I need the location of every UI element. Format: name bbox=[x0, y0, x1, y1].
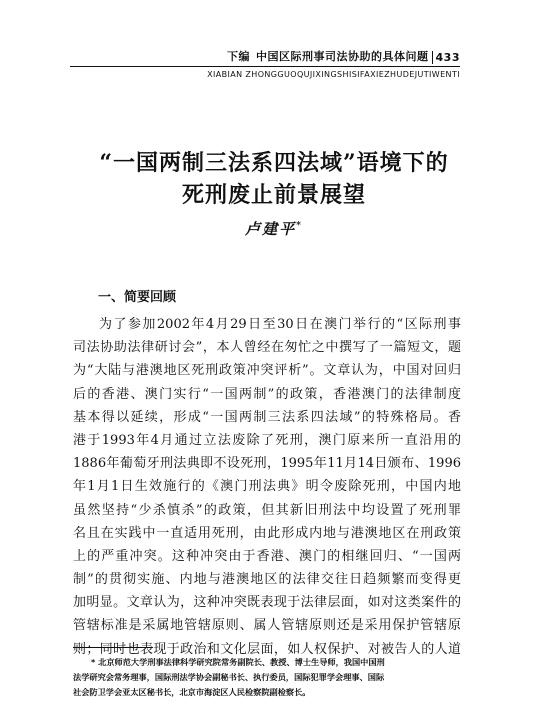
body-line: 后的香港、澳门实行“一国两制”的政策，香港澳门的法律制度 bbox=[73, 386, 461, 402]
body-line: 年1月1日生效施行的《澳门刑法典》明令废除死刑，中国内地 bbox=[73, 479, 461, 495]
article-title-line-2: 死刑废止前景展望 bbox=[181, 182, 366, 208]
body-line: 1886年葡萄牙刑法典即不设死刑，1995年11月14日颁布、1996 bbox=[73, 456, 461, 472]
footnote-line: * 北京师范大学刑事法律科学研究院常务副院长、教授、博士生导师，我国中国刑 bbox=[91, 657, 385, 667]
header-pinyin: XIABIAN ZHONGGUOQUJIXINGSHISIFAXIEZHUDEJUTIWENTI bbox=[207, 70, 460, 79]
body-line: 则；同时也表现于政治和文化层面，如人权保护、对被告人的人道 bbox=[73, 641, 461, 657]
footnote bbox=[73, 655, 461, 700]
running-header bbox=[70, 48, 460, 79]
body-paragraph bbox=[73, 313, 461, 661]
article-author bbox=[0, 218, 548, 239]
body-line: 制”的贯彻实施、内地与港澳地区的法律交往日趋频繁而变得更 bbox=[73, 572, 461, 588]
body-line: 虽然坚持“少杀慎杀”的政策，但其新旧刑法中均设置了死刑罪 bbox=[73, 502, 461, 518]
running-header-top bbox=[70, 48, 460, 67]
footnote-line: 法学研究会常务理事，国际刑法学协会副秘书长、执行委员，国际犯罪学会理事、国际 bbox=[73, 672, 385, 682]
body-line: 司法协助法律研讨会”，本人曾经在匆忙之中撰写了一篇短文，题 bbox=[73, 340, 461, 356]
body-line: 港于1993年4月通过立法废除了死刑，澳门原来所一直沿用的 bbox=[73, 432, 461, 448]
body-line: 为“大陆与港澳地区死刑政策冲突评析”。文章认为，中国对回归 bbox=[73, 363, 461, 379]
page-number: 433 bbox=[432, 51, 460, 64]
body-line: 上的严重冲突。这种冲突由于香港、澳门的相继回归、“一国两 bbox=[73, 548, 461, 564]
body-line: 加明显。文章认为，这种冲突既表现于法律层面，如对这类案件的 bbox=[73, 595, 461, 611]
body-line: 名且在实践中一直适用死刑，由此形成内地与港澳地区在刑政策 bbox=[73, 525, 461, 541]
footnote-line: 社会防卫学会亚太区秘书长，北京市海淀区人民检察院副检察长。 bbox=[73, 687, 311, 697]
header-section: 下编 bbox=[227, 50, 251, 63]
article-title-line-1: “一国两制三法系四法域”语境下的 bbox=[99, 150, 449, 176]
header-running-title: 中国区际刑事司法协助的具体问题 bbox=[256, 50, 429, 63]
footnote-divider bbox=[73, 647, 153, 648]
author-footnote-mark: * bbox=[296, 221, 303, 231]
author-name: 卢建平 bbox=[245, 220, 297, 238]
body-line: 为了参加2002年4月29日至30日在澳门举行的“区际刑事 bbox=[99, 317, 461, 332]
body-line: 管辖标准是采属地管辖原则、属人管辖原则还是采用保护管辖原 bbox=[73, 618, 461, 634]
section-heading: 一、简要回顾 bbox=[98, 290, 177, 305]
body-line: 基本得以延续，形成“一国两制三法系四法域”的特殊格局。香 bbox=[73, 409, 461, 425]
